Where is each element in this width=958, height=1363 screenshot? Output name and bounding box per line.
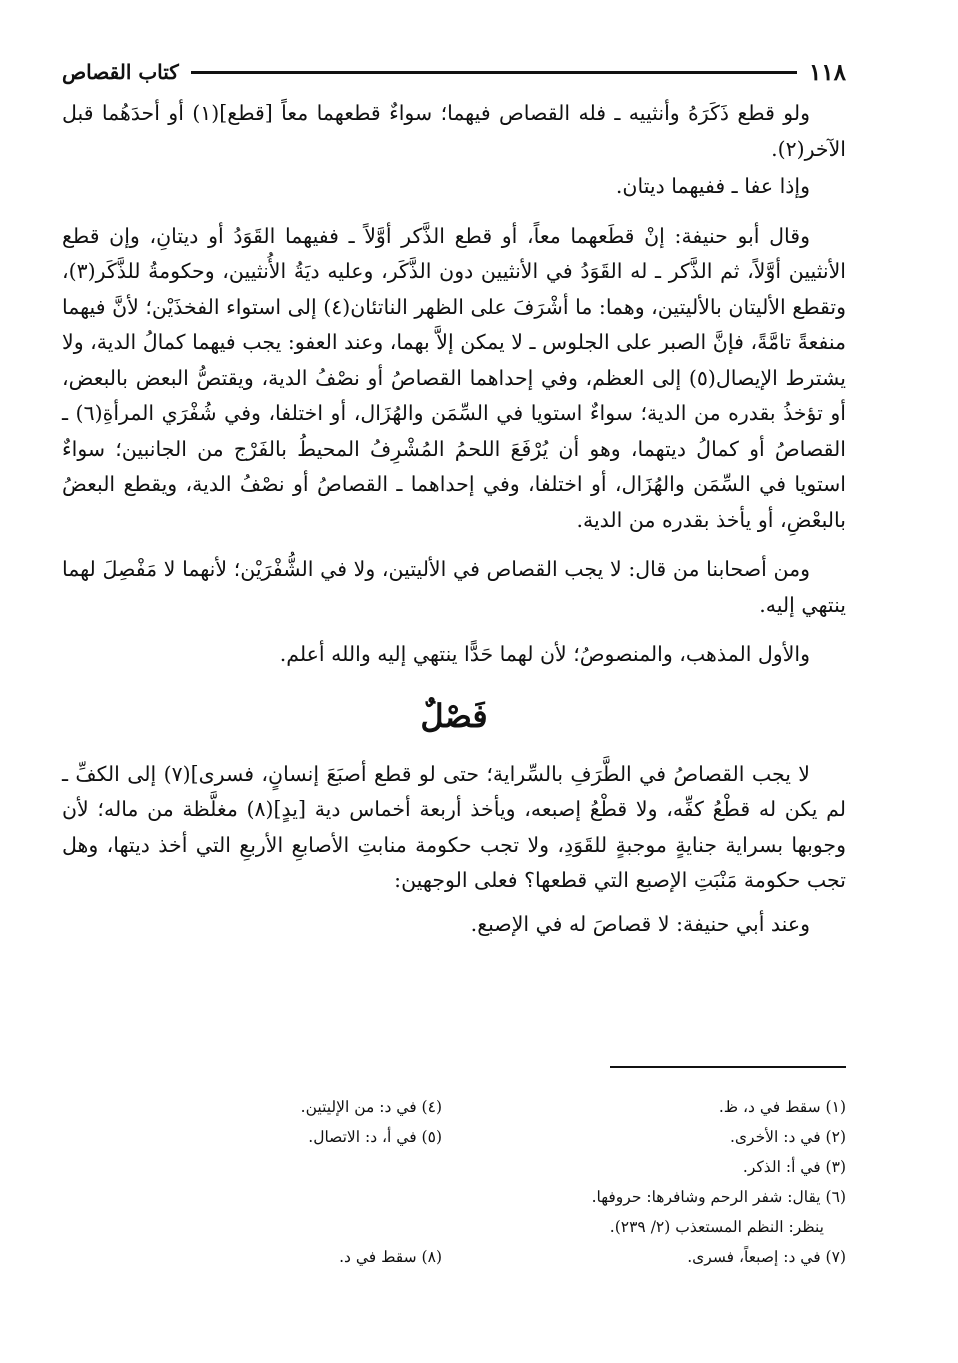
running-title: كتاب القصاص — [62, 60, 179, 84]
page-header — [62, 52, 846, 92]
paragraph-6: لا يجب القصاصُ في الطَّرَفِ بالسِّراية؛ حتى لو قطع أصبَعَ إنسانٍ، فسرى](٧) إلى الكفِّ ـ لم يكن له قطْعُ كفِّه، ولا قطْعُ إصبعه، ويأخذ أربعة أخماس دية [يدٍ](٨) مغلَّظة من ماله؛ لأن وجوبها بسراية جنايةٍ موجبةٍ للقَوَدِ، ولا تجب حكومة منابتِ الأصابعِ الأربعِ التي أخذ ديتها، وهل تجب حكومة مَنْبَتِ الإصبع التي قطعها؟ فعلى الوجهين: — [62, 761, 846, 892]
main-text — [62, 96, 846, 956]
footnote-4: (٤) في د: من الإليتين. — [300, 1098, 442, 1116]
footnote-2: (٢) في د: الأخرى. — [729, 1128, 846, 1146]
page-number: ١١٨ — [808, 58, 846, 86]
paragraph-7: وعند أبي حنيفة: لا قصاصَ له في الإصبع. — [470, 911, 810, 936]
document-page — [62, 52, 846, 1342]
paragraph-5: والأول المذهب، والمنصوصُ؛ لأن لهما حَدًّا ينتهي إليه والله أعلم. — [279, 642, 810, 666]
footnote-8: (٨) سقط في د. — [339, 1248, 442, 1266]
footnote-separator — [610, 1066, 846, 1068]
paragraph-1: ولو قطع ذَكَرَهُ وأنثييه ـ فله القصاص فيهما؛ سواءٌ قطعهما معاً [قطع](١) أو أحدَهُما قبل الآخر(٢). — [62, 101, 846, 161]
footnote-6-reference: ينظر: النظم المستعذب (٢/ ٢٣٩). — [609, 1218, 824, 1236]
footnote-5: (٥) في أ، د: الاتصال. — [308, 1128, 442, 1146]
section-heading: فَصْلٌ — [420, 696, 488, 735]
header-rule — [191, 71, 797, 74]
paragraph-3: وقال أبو حنيفة: إنْ قطَعهما معاً، أو قطع الذَّكر أوَّلاً ـ ففيهما القَوَدُ أو ديتانِ، وإن قطع الأنثيين أوَّلاً، ثم الذَّكر ـ له القَوَدُ في الأنثيين دون الذَّكَر، وعليه ديَةُ الأُنثيين، وحكومةُ للذَّكَر(٣)، وتقطع الأليتان بالأليتين، وهما: ما أشْرَفَ على الظهر الناتئان(٤) إلى استواء الفخذَيْن؛ لأنَّ فيهما منفعةً تامَّةً، فإنَّ الصبر على الجلوس ـ لا يمكن إلاَّ بهما، وعند العفو: يجب فيهما كمالُ الدية، ولا يشترط الإيصال(٥) إلى العظم، وفي إحداهما القصاصُ أو نصْفُ الدية، ويقتصُّ البعض بالبعض، أو تؤخذُ بقدره من الدية؛ سواءٌ استويا في السِّمَن والهُزَال، أو اختلفا، وفي شُفْرَي المرأةِ(٦) ـ القصاصُ أو كمالُ ديتهما، وهو أن يُرْفَعَ اللحمُ المُشْرِفُ المحيطُ بالفَرْج من الجانبين؛ سواءٌ استويا في السِّمَن والهُزَال، أو اختلفا، وفي إحداهما ـ القصاصُ أو نصْفُ الدية، ويقطع البعضُ بالبعْضِ، أو يأخذ بقدره من الدية. — [62, 223, 846, 532]
paragraph-4: ومن أصحابنا من قال: لا يجب القصاص في الأليتين، ولا في الشُّفْرَيْن؛ لأنهما لا مَفْصِلَ لهما ينتهي إليه. — [62, 557, 846, 617]
footnote-6: (٦) يقال: شفر الرحم وشافرها: حروفها. — [591, 1188, 846, 1206]
footnote-3: (٣) في أ: الذكر. — [742, 1158, 846, 1176]
paragraph-2: وإذا عفا ـ ففيهما ديتان. — [615, 174, 810, 198]
footnote-7: (٧) في د: إصبعاً، فسرى. — [687, 1248, 846, 1266]
footnote-1: (١) سقط في د، ظ. — [718, 1098, 846, 1116]
footnotes — [62, 1092, 846, 1272]
